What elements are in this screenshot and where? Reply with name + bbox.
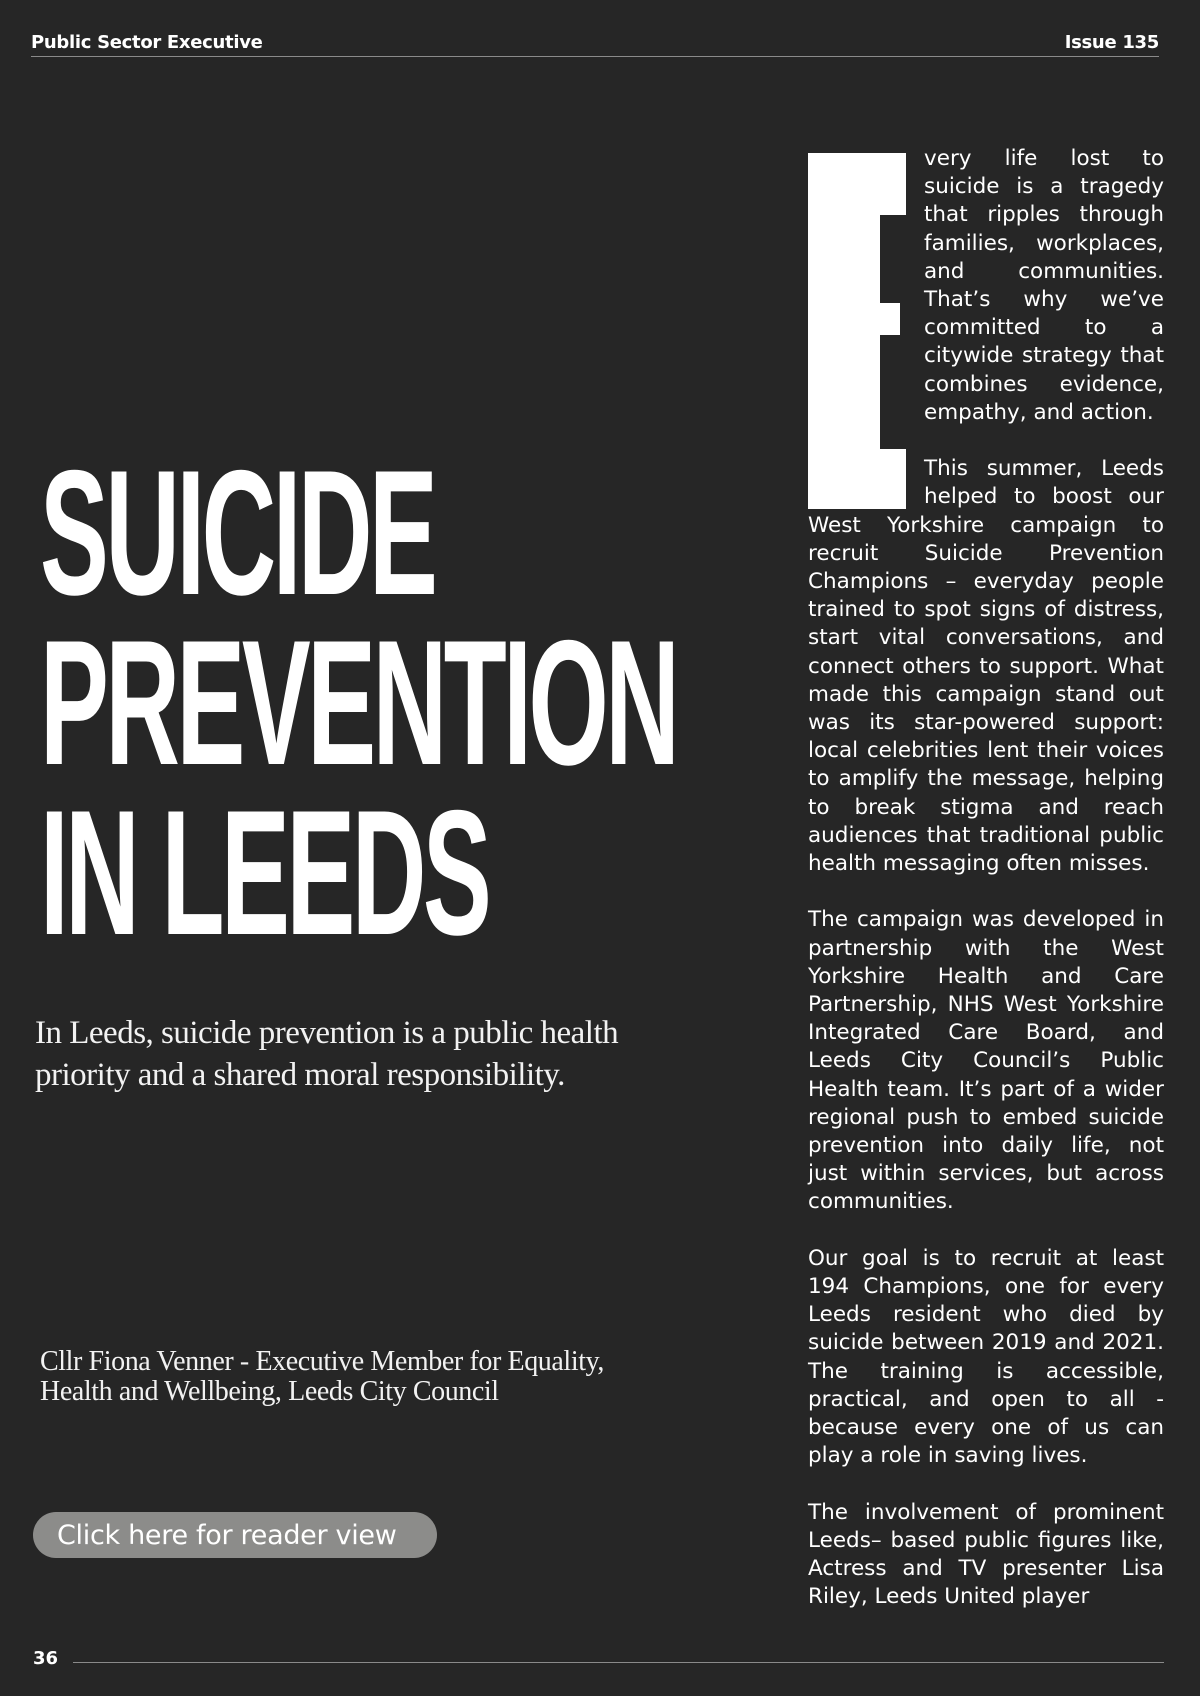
page-number: 36 xyxy=(33,1648,59,1669)
headline-line-2: PREVENTION xyxy=(40,603,677,802)
headline-line-3: IN LEEDS xyxy=(40,773,489,972)
article-paragraph-4: Our goal is to recruit at least 194 Champions, one for every Leeds resident who died by suicide between 2019 and 2021. The training is accessible, practical, and open to all - because every one of us can play a role in saving lives. xyxy=(808,1245,1164,1469)
article-body xyxy=(808,145,1164,1610)
issue-number: Issue 135 xyxy=(1064,32,1159,53)
page-header xyxy=(31,30,1159,57)
drop-cap-e-glyph xyxy=(808,153,906,509)
page-footer xyxy=(33,1648,1164,1672)
byline: Cllr Fiona Venner - Executive Member for Equality, Health and Wellbeing, Leeds City Council xyxy=(40,1346,604,1407)
footer-divider xyxy=(73,1662,1164,1663)
headline-line-1: SUICIDE xyxy=(40,433,435,632)
drop-cap xyxy=(808,153,906,509)
headline xyxy=(40,433,677,972)
article-paragraph-1: very life lost to suicide is a tragedy that ripples through families, workplaces, and communities. That’s why we’ve committed to a citywide strategy that combines evidence, empathy, and action. xyxy=(924,146,1164,425)
article-paragraph-2: This summer, Leeds helped to boost our West Yorkshire campaign to recruit Suicide Prevention Champions – everyday people trained to spot signs of distress, start vital conversations, and connect others to support. What made this campaign stand out was its star-powered support: local celebrities lent their voices to amplify the message, helping to break stigma and reach audiences that traditional public health messaging often misses. xyxy=(808,456,1164,877)
reader-view-button[interactable]: Click here for reader view xyxy=(33,1512,437,1558)
article-paragraph-5: The involvement of prominent Leeds– based public figures like, Actress and TV presenter Lisa Riley, Leeds United player xyxy=(808,1499,1164,1610)
standfirst: In Leeds, suicide prevention is a public health priority and a shared moral responsibility. xyxy=(35,1015,619,1093)
publication-name: Public Sector Executive xyxy=(31,32,263,53)
article-paragraph-3: The campaign was developed in partnership with the West Yorkshire Health and Care Partnership, NHS West Yorkshire Integrated Care Board, and Leeds City Council’s Public Health team. It’s part of a wider regional push to embed suicide prevention into daily life, not just within services, but across communities. xyxy=(808,907,1164,1215)
